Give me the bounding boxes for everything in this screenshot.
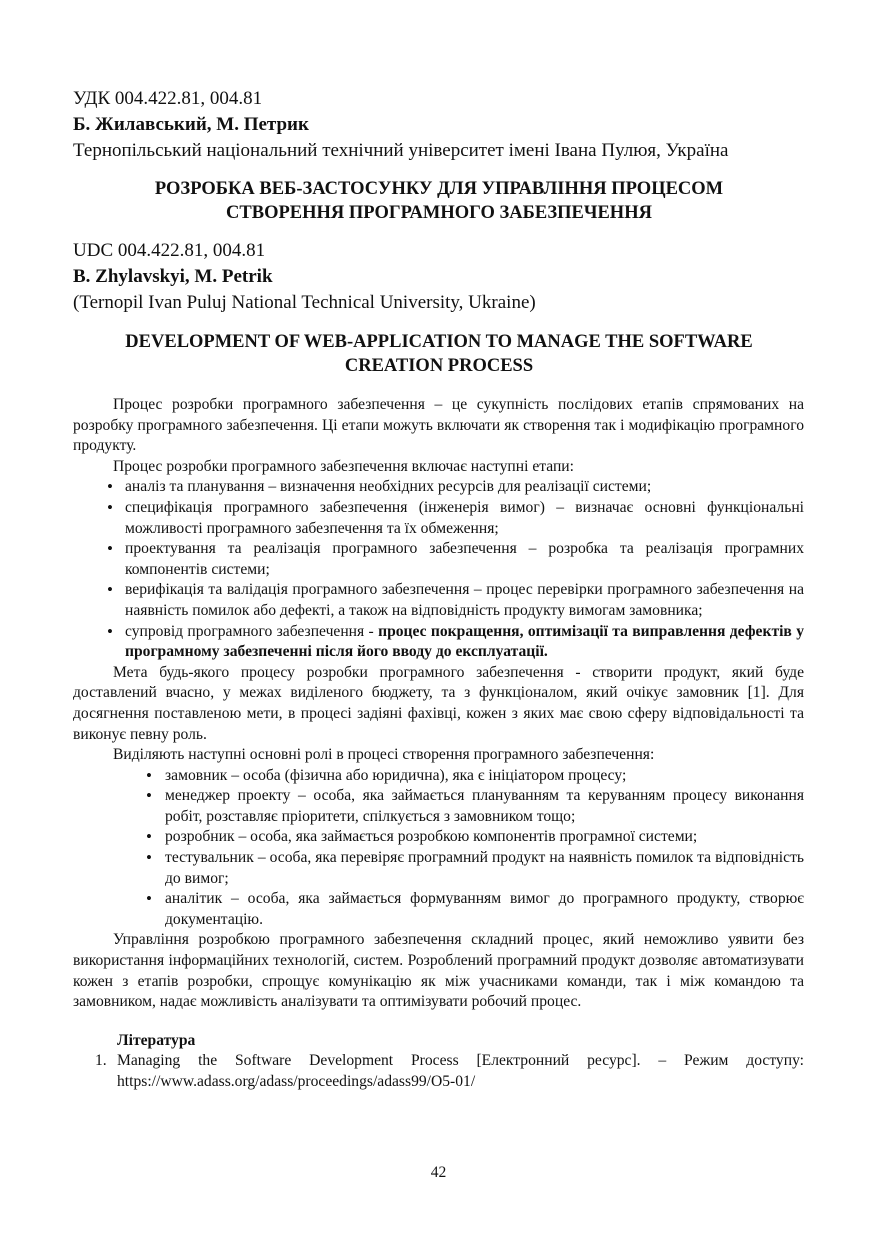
- page-number: 42: [430, 1164, 447, 1181]
- stage5-plain: супровід програмного забезпечення -: [125, 622, 379, 640]
- list-item: • специфікація програмного забезпечення (інженерія вимог) – визначає основні функціональні можливості програмного забезпечення та їх обмеження;: [73, 498, 804, 539]
- stage5-emphasis: процес покращення, оптимізації та виправлення дефектів у програмному забезпеченні після його вводу до експлуатації.: [125, 622, 804, 661]
- article-body: [73, 395, 804, 1093]
- roles-list: [73, 766, 804, 931]
- ua-title-line2: СТВОРЕННЯ ПРОГРАМНОГО ЗАБЕЗПЕЧЕННЯ: [226, 203, 652, 223]
- paragraph-conclusion: Управління розробкою програмного забезпечення складний процес, який неможливо уявити без використання інформаційних технологій, систем. Розроблений програмний продукт дозволяє автоматизувати кожен з етапів розробки, спрощує комунікацію як між учасниками команди, так і між командою та замовником, надає можливість аналізувати та оптимізувати робочий процес.: [73, 931, 804, 1011]
- list-item: [73, 622, 804, 663]
- en-affiliation: (Ternopil Ivan Puluj National Technical University, Ukraine): [73, 292, 536, 313]
- ua-title: [73, 177, 805, 225]
- list-item: • аналітик – особа, яка займається формуванням вимог до програмного продукту, створює документацію.: [73, 889, 804, 930]
- references-heading: Література: [117, 1031, 196, 1049]
- en-title-line1: DEVELOPMENT OF WEB-APPLICATION TO MANAGE THE SOFTWARE: [125, 332, 753, 352]
- paragraph-roles-intro: Виділяють наступні основні ролі в процесі створення програмного забезпечення:: [113, 746, 655, 764]
- list-item: • верифікація та валідація програмного забезпечення – процес перевірки програмного забезпечення на наявність помилок або дефекті, а також на відповідність продукту вимогам замовника;: [73, 580, 804, 621]
- ua-udc: УДК 004.422.81, 004.81: [73, 88, 263, 109]
- reference-number: 1.: [95, 1052, 107, 1070]
- paragraph-goal: Мета будь-якого процесу розробки програмного забезпечення - створити продукт, який буде доставлений вчасно, у межах виділеного бюджету, та з функціоналом, який очікує замовник [1]. Для досягнення поставленою мети, в процесі задіяні фахівці, кожен з яких має свою сферу відповідальності та виконує певну роль.: [73, 663, 804, 743]
- en-title-line2: CREATION PROCESS: [344, 356, 534, 376]
- ua-affiliation: Тернопільський національний технічний університет імені Івана Пулюя, Україна: [73, 140, 729, 161]
- paragraph-stages-intro: Процес розробки програмного забезпечення включає наступні етапи:: [113, 457, 574, 475]
- list-item: • менеджер проекту – особа, яка займається плануванням та керуванням процесу виконання робіт, розставляє пріоритети, спілкується з замовником тощо;: [73, 786, 804, 827]
- list-item: • замовник – особа (фізична або юридична), яка є ініціатором процесу;: [73, 766, 804, 787]
- en-header: [73, 238, 813, 316]
- stages-list: [73, 477, 804, 662]
- ua-header: [73, 86, 813, 164]
- en-title: [73, 330, 805, 378]
- list-item: • тестувальник – особа, яка перевіряє програмний продукт на наявність помилок та відповідність до вимог;: [73, 848, 804, 889]
- reference-text: Managing the Software Development Process [Електронний ресурс]. – Режим доступу: https://www.adass.org/adass/proceedings/adass99/O5-01/: [117, 1052, 804, 1090]
- list-item: • розробник – особа, яка займається розробкою компонентів програмної системи;: [73, 827, 804, 848]
- list-item: • проектування та реалізація програмного забезпечення – розробка та реалізація програмних компонентів системи;: [73, 539, 804, 580]
- ua-title-line1: РОЗРОБКА ВЕБ-ЗАСТОСУНКУ ДЛЯ УПРАВЛІННЯ ПРОЦЕСОМ: [154, 179, 724, 199]
- en-authors: B. Zhylavskyi, M. Petrik: [73, 266, 273, 287]
- en-udc: UDC 004.422.81, 004.81: [73, 240, 266, 261]
- reference-item: [73, 1051, 804, 1092]
- paragraph-intro: Процес розробки програмного забезпечення – це сукупність послідових етапів спрямованих на розробку програмного забезпечення. Ці етапи можуть включати як створення так і модифікацію програмного продукту.: [73, 396, 804, 455]
- ua-authors: Б. Жилавський, М. Петрик: [73, 114, 309, 135]
- list-item: • аналіз та планування – визначення необхідних ресурсів для реалізації системи;: [73, 477, 804, 498]
